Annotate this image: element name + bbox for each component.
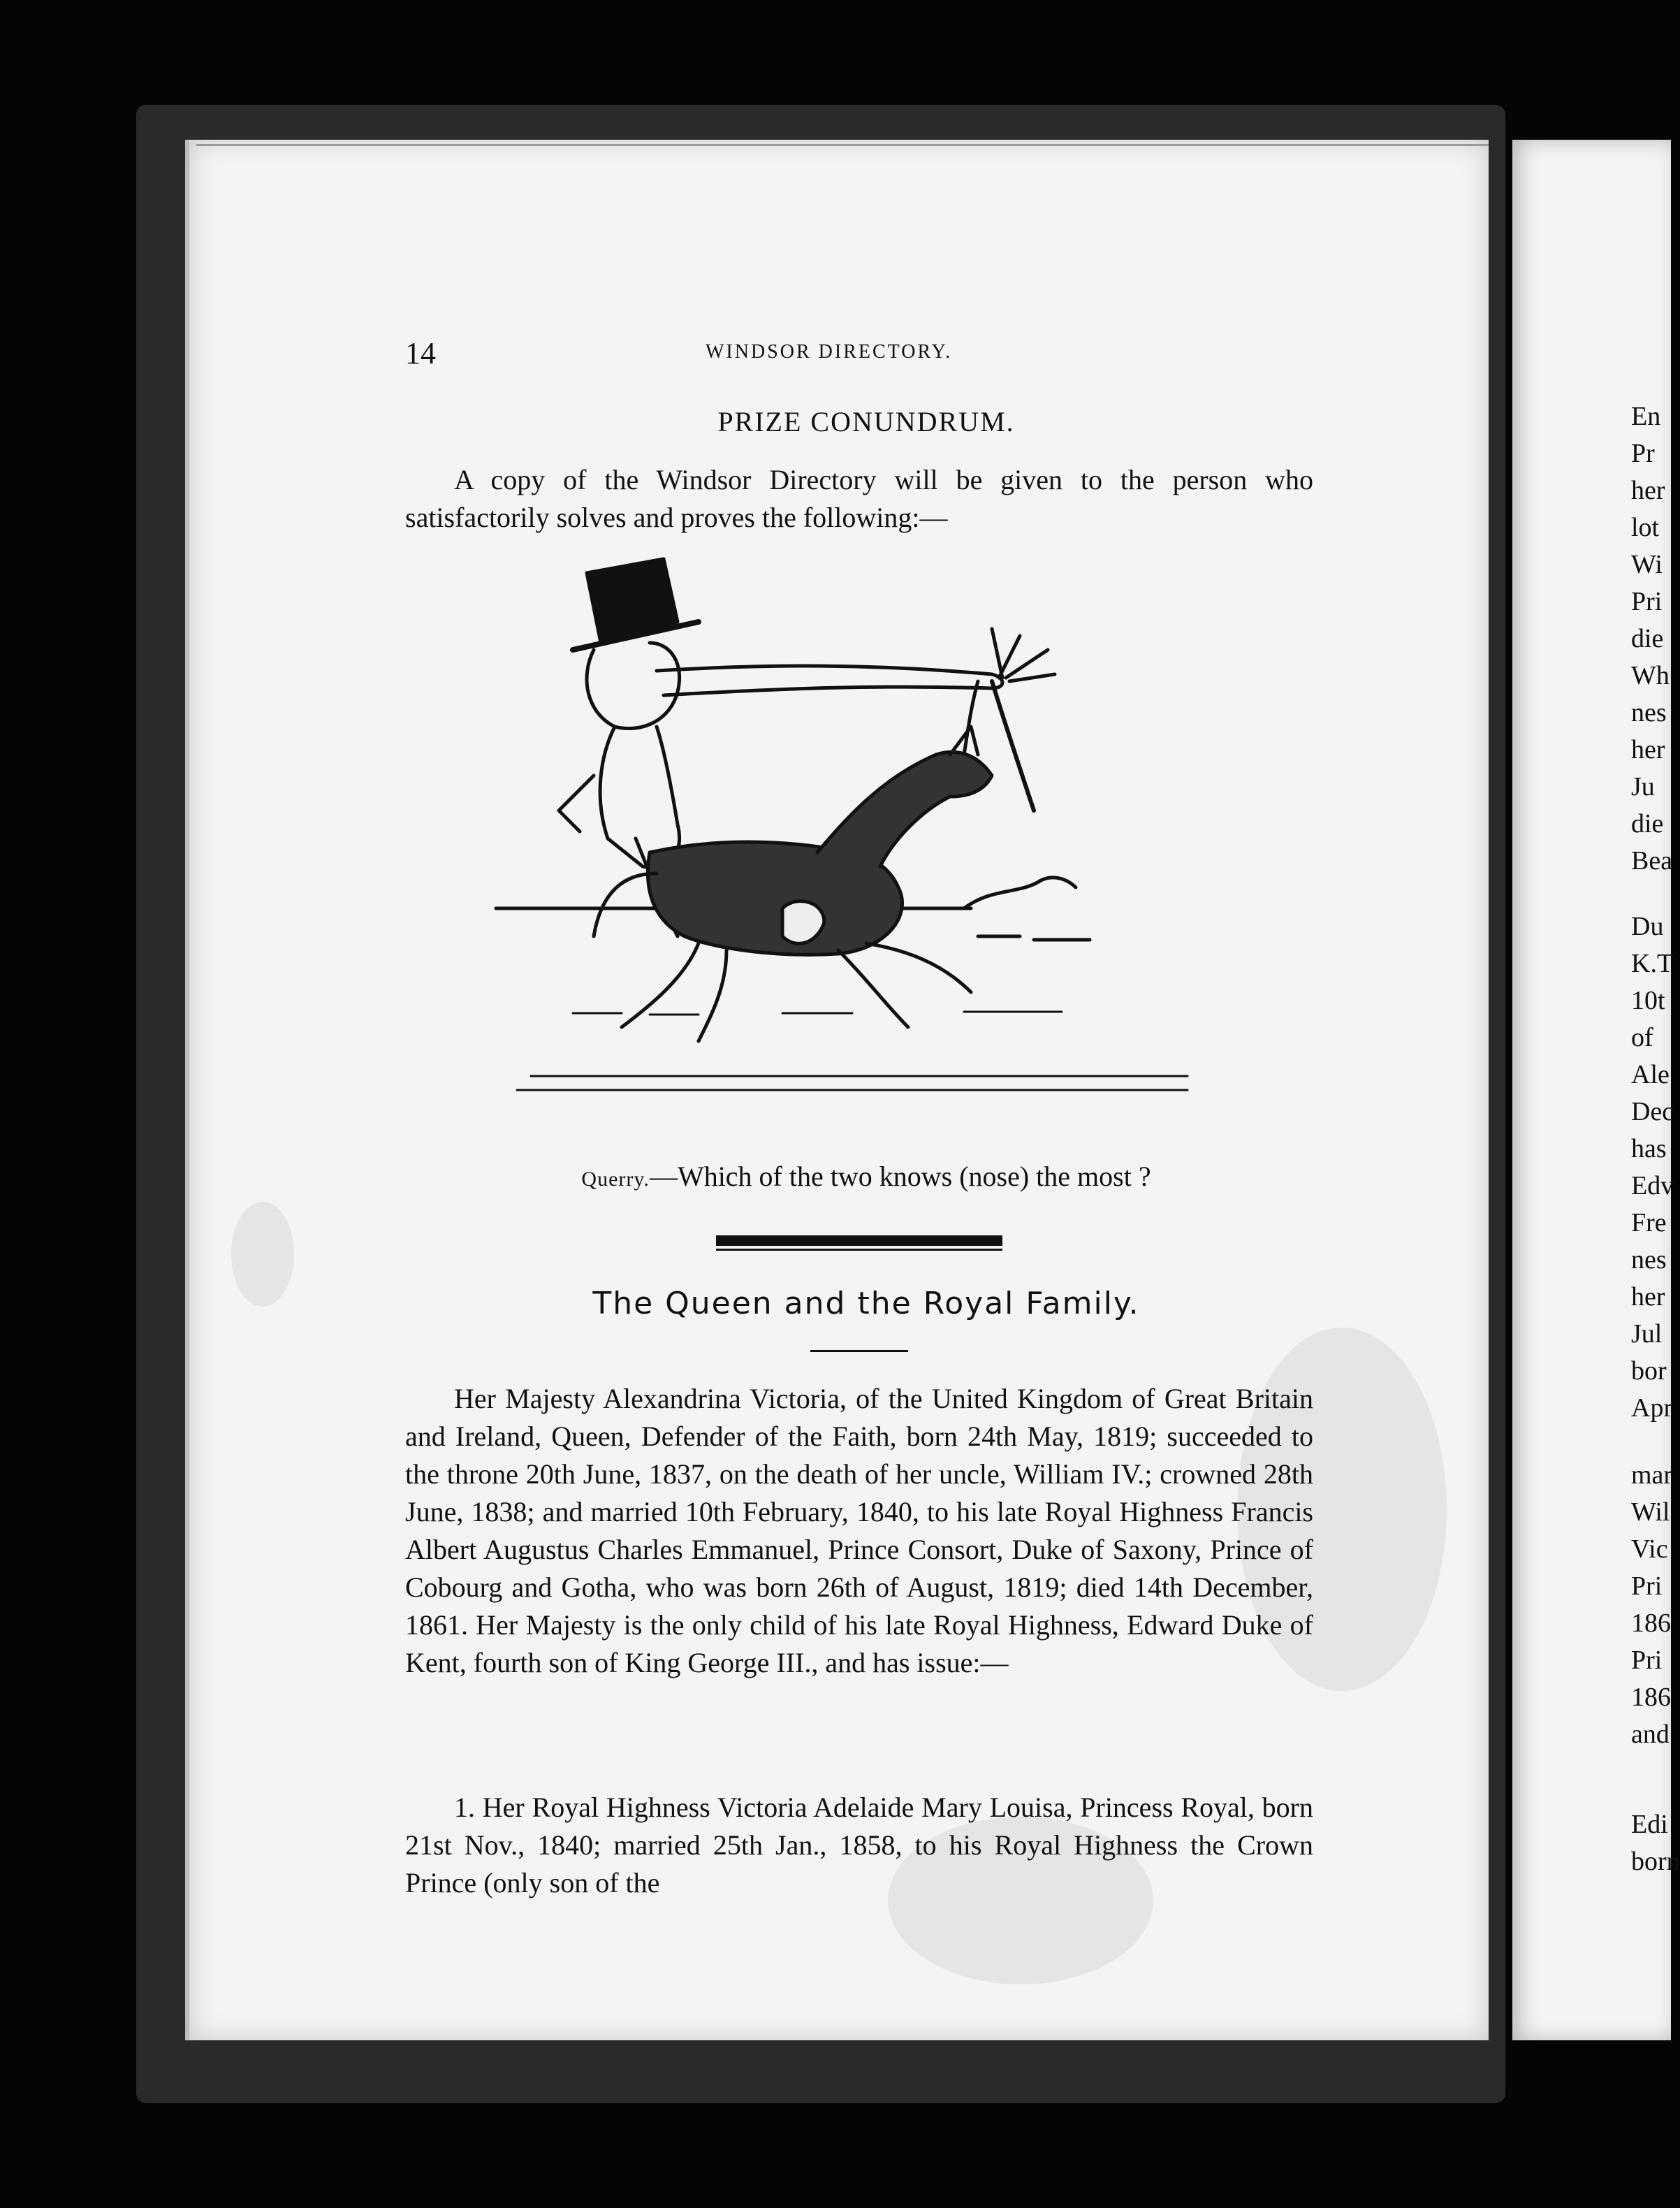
facing-line: nes <box>1631 1245 1667 1274</box>
querry-text: —Which of the two knows (nose) the most ? <box>649 1161 1151 1192</box>
facing-line: Du <box>1631 912 1664 941</box>
facing-line: Jul <box>1631 1319 1663 1349</box>
facing-line: Vic <box>1631 1534 1668 1564</box>
facing-line: En <box>1631 402 1661 431</box>
facing-line: born <box>1631 1847 1680 1876</box>
foxing-stain <box>231 1202 294 1307</box>
facing-line: Pr <box>1631 439 1655 468</box>
facing-line: mar <box>1631 1460 1673 1490</box>
facing-line: Wh <box>1631 661 1670 690</box>
title-underline <box>810 1350 908 1352</box>
running-head <box>405 335 1327 370</box>
facing-page <box>1512 140 1680 2040</box>
facing-line: Wil <box>1631 1497 1670 1527</box>
facing-line: her <box>1631 1282 1665 1312</box>
facing-line: of <box>1631 1023 1653 1052</box>
facing-line: Pri <box>1631 1571 1663 1601</box>
running-title: WINDSOR DIRECTORY. <box>706 341 953 363</box>
facing-line: nes <box>1631 698 1667 727</box>
royal-family-paragraph: Her Majesty Alexandrina Victoria, of the United Kingdom of Great Britain and Ireland, Queen, Defender of the Faith, born 24th May, 1819; succeeded to the throne 20th June, 1837, on the death of her uncle, William IV.; crowned 28th June, 1838; and married 10th February, 1840, to his late Royal Highness Francis Albert Augustus Charles Emmanuel, Prince Consort, Duke of Saxony, Prince of Cobourg and Gotha, who was born 26th of August, 1819; died 14th December, 1861. Her Majesty is the only child of his late Royal Highness, Edward Duke of Kent, fourth son of King George III., and has issue:— <box>405 1383 1313 1678</box>
querry-label: Querry. <box>581 1168 650 1191</box>
facing-line: her <box>1631 735 1665 764</box>
facing-line: Edi <box>1631 1810 1668 1839</box>
facing-line: K.T <box>1631 949 1674 978</box>
conundrum-intro: A copy of the Windsor Directory will be given to the person who satisfactorily solves and proves the following:— <box>405 464 1313 533</box>
facing-line: has <box>1631 1134 1667 1163</box>
caricature-rider-on-donkey-icon <box>489 545 1229 1146</box>
royal-family-list-item: 1. Her Royal Highness Victoria Adelaide Mary Louisa, Princess Royal, born 21st Nov., 1840; married 25th Jan., 1858, to his Royal Highness the Crown Prince (only son of the <box>405 1792 1313 1898</box>
facing-line: 10t <box>1631 986 1665 1015</box>
facing-line: bor <box>1631 1356 1667 1386</box>
facing-line: Fre <box>1631 1208 1667 1237</box>
facing-page-group3 <box>1631 1457 1672 1753</box>
facing-page-group1 <box>1631 398 1672 880</box>
facing-line: and <box>1631 1720 1670 1749</box>
facing-line: die <box>1631 624 1664 653</box>
facing-line: Wi <box>1631 550 1663 579</box>
facing-line: Bea <box>1631 846 1673 876</box>
facing-line: die <box>1631 809 1664 838</box>
facing-line: Pri <box>1631 587 1663 616</box>
facing-page-group4 <box>1631 1806 1680 1880</box>
section-divider <box>716 1235 1002 1246</box>
conundrum-title: PRIZE CONUNDRUM. <box>717 406 1015 437</box>
facing-line: Pri <box>1631 1646 1663 1675</box>
facing-line: Apr <box>1631 1393 1673 1423</box>
facing-line: Ju <box>1631 772 1655 801</box>
facing-line: Dec <box>1631 1097 1674 1126</box>
section-title: The Queen and the Royal Family. <box>592 1286 1140 1321</box>
querry-line <box>405 1160 1327 1193</box>
facing-line: Edv <box>1631 1171 1674 1200</box>
facing-line: lot <box>1631 513 1660 542</box>
facing-line: her <box>1631 476 1665 505</box>
facing-line: Ale <box>1631 1060 1670 1089</box>
page-number: 14 <box>405 336 436 370</box>
facing-line: 186 <box>1631 1608 1671 1638</box>
facing-line: 186 <box>1631 1683 1671 1712</box>
facing-page-group2 <box>1631 908 1674 1427</box>
